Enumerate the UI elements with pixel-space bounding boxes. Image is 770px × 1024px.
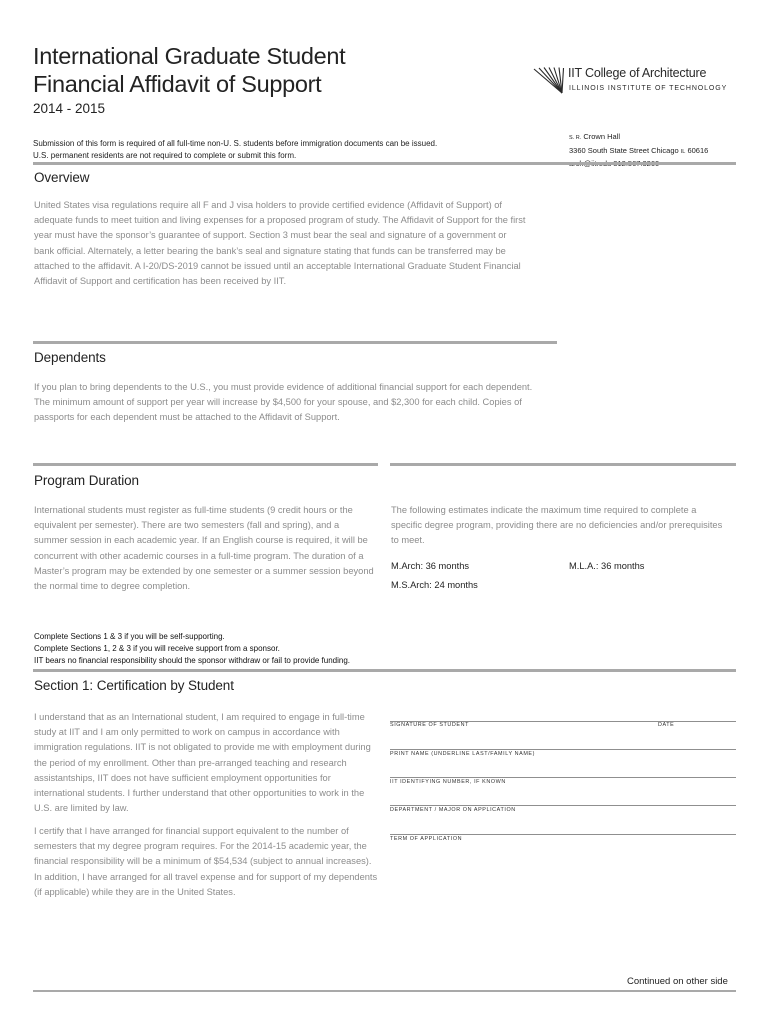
term-field[interactable] bbox=[390, 805, 736, 842]
dependents-divider bbox=[33, 341, 557, 344]
title-line-2: Financial Affidavit of Support bbox=[33, 71, 322, 97]
dependents-text: If you plan to bring dependents to the U.S., you must provide evidence of additional financial support for each dependent. The minimum amount of support per year will increase by $4,500 for your spouse, and $2,300 for each child. Copies of passports for each dependent must be attached to the Affidavit of Support. bbox=[34, 382, 533, 423]
college-name: IIT College of Architecture bbox=[568, 66, 707, 80]
instruction-line-2: Complete Sections 1, 2 & 3 if you will receive support from a sponsor. bbox=[34, 644, 280, 653]
section1-paragraph-2: I certify that I have arranged for financial support equivalent to the number of semesters that my degree program requires. For the 2014-15 academic year, the financial responsibility will be a minimum of $54,534 (subject to annual increases). In addition, I have arranged for all travel expense and for support of my dependents (if applicable) while they are in the United States. bbox=[34, 826, 378, 897]
section1-divider bbox=[33, 669, 736, 672]
department-field[interactable] bbox=[390, 777, 736, 813]
iit-id-label: IIT IDENTIFYING NUMBER, IF KNOWN bbox=[390, 779, 506, 785]
institute-name: ILLINOIS INSTITUTE OF TECHNOLOGY bbox=[569, 85, 728, 92]
instruction-line-1: Complete Sections 1 & 3 if you will be self-supporting. bbox=[34, 632, 225, 641]
print-name-label: PRINT NAME (UNDERLINE LAST/FAMILY NAME) bbox=[390, 751, 536, 757]
address-prefix: S. R. bbox=[569, 135, 582, 141]
page-title bbox=[33, 42, 473, 98]
section1-heading: Section 1: Certification by Student bbox=[34, 678, 234, 693]
program-divider-left bbox=[33, 463, 378, 466]
section1-paragraph-1: I understand that as an International student, I am required to engage in full-time study at IIT and I am only permitted to work on campus in accordance with immigration regulations. IIT is not obligated to provide me with employment during the period of my enrollment. Other than pre-arranged teaching and research assistantships, IIT does not have sufficient employment opportunities for international students. I further understand that other opportunities to work in the U.S. are limited by law. bbox=[34, 712, 371, 814]
overview-divider bbox=[33, 162, 736, 165]
dependents-heading: Dependents bbox=[34, 350, 106, 365]
department-label: DEPARTMENT / MAJOR ON APPLICATION bbox=[390, 807, 516, 813]
overview-text: United States visa regulations require all F and J visa holders to provide certified evidence (Affidavit of Support) of adequate funds to meet tuition and living expenses for a proposed program of study. The Affidavit of Support for the first year must have the sponsor’s guarantee of support. Section 3 must bear the seal and signature of a government or bank official. Alternately, a letter bearing the bank’s seal and signature stating that funds can be transferred may be attached to the affidavit. A I-20/DS-2019 cannot be issued until an acceptable International Graduate Student Financial Affidavit of Support and certification has been received by IIT. bbox=[34, 200, 526, 287]
instruction-line-3: IIT bears no financial responsibility should the sponsor withdraw or fail to provide funding. bbox=[34, 656, 351, 665]
section-instructions bbox=[34, 631, 394, 667]
signature-field[interactable] bbox=[390, 703, 736, 728]
overview-heading: Overview bbox=[34, 170, 90, 185]
march-duration: M.Arch: 36 months bbox=[391, 561, 470, 571]
continued-note: Continued on other side bbox=[627, 976, 728, 987]
academic-year: 2014 - 2015 bbox=[33, 101, 106, 116]
mla-duration: M.L.A.: 36 months bbox=[569, 561, 645, 571]
program-divider-right bbox=[390, 463, 736, 466]
address-street: 3360 South State Street Chicago bbox=[569, 145, 679, 155]
program-right-text: The following estimates indicate the maximum time required to complete a specific degree program, providing there are no deficiencies and/or prerequisites to meet. bbox=[391, 505, 723, 546]
program-heading: Program Duration bbox=[34, 473, 139, 488]
program-left-text: International students must register as full-time students (9 credit hours or the equivalent per semester). There are two semesters (fall and spring), and a summer session in each academic year. If an English course is required, it will be concurrent with other academic courses in a full-time program. The duration of a Master’s program may be extended by one semester or a summer session beyond the normal time to degree completion. bbox=[34, 505, 374, 592]
msarch-duration: M.S.Arch: 24 months bbox=[391, 580, 478, 590]
address-line-2 bbox=[569, 145, 708, 159]
notice-line-2: U.S. permanent residents are not required to complete or submit this form. bbox=[33, 150, 297, 160]
submission-notice bbox=[33, 138, 473, 161]
iit-id-field[interactable] bbox=[390, 749, 736, 785]
iit-fan-logo-icon bbox=[533, 66, 565, 94]
address-line-1 bbox=[569, 131, 708, 145]
title-line-1: International Graduate Student bbox=[33, 43, 346, 69]
address-state: IL bbox=[680, 148, 686, 155]
date-label: DATE bbox=[658, 722, 675, 728]
footer-divider bbox=[33, 990, 736, 992]
notice-line-1: Submission of this form is required of all full-time non-U. S. students before immigration documents can be issued. bbox=[33, 139, 438, 148]
term-label: TERM OF APPLICATION bbox=[390, 836, 463, 842]
print-name-field[interactable] bbox=[390, 721, 736, 757]
address-zip: 60616 bbox=[687, 145, 709, 155]
signature-label: SIGNATURE OF STUDENT bbox=[390, 722, 469, 728]
address-building: Crown Hall bbox=[583, 132, 621, 141]
